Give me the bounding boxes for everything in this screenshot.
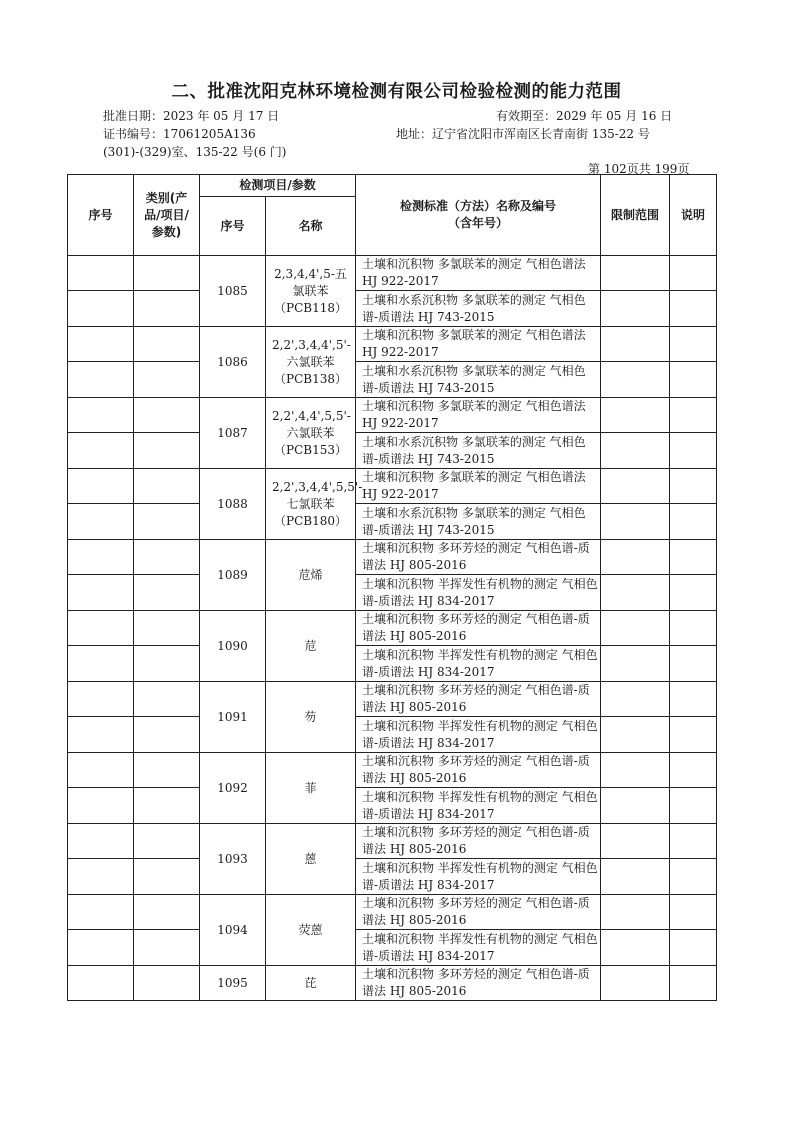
item-number: 1090 xyxy=(200,611,266,682)
scope-table xyxy=(67,174,717,1001)
item-name: 2,2',3,4,4',5,5'-七氯联苯（PCB180） xyxy=(266,469,356,540)
table-row xyxy=(68,895,717,930)
category-cell xyxy=(134,504,200,540)
limit-cell xyxy=(601,540,670,575)
note-cell xyxy=(670,717,717,753)
limit-cell xyxy=(601,433,670,469)
standard-cell: 土壤和沉积物 多氯联苯的测定 气相色谱法 HJ 922-2017 xyxy=(356,469,601,504)
seq-cell xyxy=(68,930,134,966)
limit-cell xyxy=(601,398,670,433)
seq-cell xyxy=(68,398,134,433)
note-cell xyxy=(670,575,717,611)
standard-cell: 土壤和沉积物 半挥发性有机物的测定 气相色谱-质谱法 HJ 834-2017 xyxy=(356,788,601,824)
item-name: 芘 xyxy=(266,966,356,1001)
category-cell xyxy=(134,575,200,611)
table-row xyxy=(68,611,717,646)
table-row xyxy=(68,930,717,966)
seq-cell xyxy=(68,469,134,504)
standard-cell: 土壤和沉积物 多环芳烃的测定 气相色谱-质谱法 HJ 805-2016 xyxy=(356,824,601,859)
seq-cell xyxy=(68,682,134,717)
item-number: 1094 xyxy=(200,895,266,966)
note-cell xyxy=(670,966,717,1001)
item-name: 2,2',3,4,4',5'-六氯联苯（PCB138） xyxy=(266,327,356,398)
item-name: 2,2',4,4',5,5'-六氯联苯（PCB153） xyxy=(266,398,356,469)
category-cell xyxy=(134,646,200,682)
limit-cell xyxy=(601,646,670,682)
standard-cell: 土壤和水系沉积物 多氯联苯的测定 气相色谱-质谱法 HJ 743-2015 xyxy=(356,504,601,540)
note-cell xyxy=(670,824,717,859)
seq-cell xyxy=(68,540,134,575)
table-row xyxy=(68,682,717,717)
item-number: 1092 xyxy=(200,753,266,824)
table-row xyxy=(68,291,717,327)
standard-cell: 土壤和水系沉积物 多氯联苯的测定 气相色谱-质谱法 HJ 743-2015 xyxy=(356,433,601,469)
item-number: 1085 xyxy=(200,256,266,327)
standard-cell: 土壤和沉积物 多氯联苯的测定 气相色谱法 HJ 922-2017 xyxy=(356,398,601,433)
item-number: 1088 xyxy=(200,469,266,540)
limit-cell xyxy=(601,327,670,362)
item-name: 苊 xyxy=(266,611,356,682)
limit-cell xyxy=(601,504,670,540)
note-cell xyxy=(670,682,717,717)
standard-cell: 土壤和沉积物 多环芳烃的测定 气相色谱-质谱法 HJ 805-2016 xyxy=(356,540,601,575)
note-cell xyxy=(670,433,717,469)
limit-cell xyxy=(601,966,670,1001)
seq-cell xyxy=(68,717,134,753)
limit-cell xyxy=(601,753,670,788)
limit-cell xyxy=(601,859,670,895)
standard-cell: 土壤和沉积物 多环芳烃的测定 气相色谱-质谱法 HJ 805-2016 xyxy=(356,682,601,717)
header-limit: 限制范围 xyxy=(601,175,670,256)
category-cell xyxy=(134,433,200,469)
note-cell xyxy=(670,398,717,433)
category-cell xyxy=(134,291,200,327)
seq-cell xyxy=(68,504,134,540)
standard-cell: 土壤和沉积物 半挥发性有机物的测定 气相色谱-质谱法 HJ 834-2017 xyxy=(356,859,601,895)
standard-cell: 土壤和沉积物 半挥发性有机物的测定 气相色谱-质谱法 HJ 834-2017 xyxy=(356,575,601,611)
item-number: 1093 xyxy=(200,824,266,895)
note-cell xyxy=(670,930,717,966)
table-row xyxy=(68,469,717,504)
table-row xyxy=(68,717,717,753)
item-number: 1089 xyxy=(200,540,266,611)
category-cell xyxy=(134,930,200,966)
item-number: 1086 xyxy=(200,327,266,398)
certificate-number: 证书编号：17061205A136 xyxy=(103,127,256,141)
limit-cell xyxy=(601,362,670,398)
note-cell xyxy=(670,611,717,646)
page-number: 第 102页共 199页 xyxy=(588,162,690,176)
standard-cell: 土壤和沉积物 多环芳烃的测定 气相色谱-质谱法 HJ 805-2016 xyxy=(356,753,601,788)
item-number: 1087 xyxy=(200,398,266,469)
category-cell xyxy=(134,611,200,646)
standard-cell: 土壤和沉积物 多环芳烃的测定 气相色谱-质谱法 HJ 805-2016 xyxy=(356,966,601,1001)
limit-cell xyxy=(601,256,670,291)
seq-cell xyxy=(68,611,134,646)
seq-cell xyxy=(68,362,134,398)
seq-cell xyxy=(68,859,134,895)
category-cell xyxy=(134,895,200,930)
limit-cell xyxy=(601,682,670,717)
standard-cell: 土壤和沉积物 多氯联苯的测定 气相色谱法 HJ 922-2017 xyxy=(356,327,601,362)
table-row xyxy=(68,859,717,895)
note-cell xyxy=(670,646,717,682)
limit-cell xyxy=(601,611,670,646)
note-cell xyxy=(670,788,717,824)
item-name: 芴 xyxy=(266,682,356,753)
header-note: 说明 xyxy=(670,175,717,256)
table-row xyxy=(68,362,717,398)
header-item-no: 序号 xyxy=(200,197,266,256)
seq-cell xyxy=(68,256,134,291)
item-name: 蒽 xyxy=(266,824,356,895)
standard-cell: 土壤和水系沉积物 多氯联苯的测定 气相色谱-质谱法 HJ 743-2015 xyxy=(356,362,601,398)
note-cell xyxy=(670,895,717,930)
note-cell xyxy=(670,753,717,788)
category-cell xyxy=(134,753,200,788)
header-item-name: 名称 xyxy=(266,197,356,256)
seq-cell xyxy=(68,753,134,788)
header-seq: 序号 xyxy=(68,175,134,256)
item-number: 1091 xyxy=(200,682,266,753)
page-title: 二、批准沈阳克林环境检测有限公司检验检测的能力范围 xyxy=(171,82,622,102)
limit-cell xyxy=(601,824,670,859)
category-cell xyxy=(134,966,200,1001)
seq-cell xyxy=(68,575,134,611)
seq-cell xyxy=(68,646,134,682)
table-row xyxy=(68,753,717,788)
category-cell xyxy=(134,717,200,753)
note-cell xyxy=(670,540,717,575)
table-row xyxy=(68,504,717,540)
note-cell xyxy=(670,469,717,504)
table-row xyxy=(68,327,717,362)
table-row xyxy=(68,575,717,611)
category-cell xyxy=(134,398,200,433)
seq-cell xyxy=(68,327,134,362)
standard-cell: 土壤和沉积物 多氯联苯的测定 气相色谱法 HJ 922-2017 xyxy=(356,256,601,291)
standard-cell: 土壤和沉积物 多环芳烃的测定 气相色谱-质谱法 HJ 805-2016 xyxy=(356,611,601,646)
standard-cell: 土壤和沉积物 半挥发性有机物的测定 气相色谱-质谱法 HJ 834-2017 xyxy=(356,717,601,753)
note-cell xyxy=(670,291,717,327)
limit-cell xyxy=(601,469,670,504)
note-cell xyxy=(670,327,717,362)
seq-cell xyxy=(68,895,134,930)
limit-cell xyxy=(601,575,670,611)
limit-cell xyxy=(601,788,670,824)
note-cell xyxy=(670,504,717,540)
table-row xyxy=(68,398,717,433)
valid-until: 有效期至：2029 年 05 月 16 日 xyxy=(496,109,673,123)
limit-cell xyxy=(601,930,670,966)
approval-date: 批准日期：2023 年 05 月 17 日 xyxy=(103,109,280,123)
category-cell xyxy=(134,469,200,504)
note-cell xyxy=(670,362,717,398)
item-number: 1095 xyxy=(200,966,266,1001)
note-cell xyxy=(670,859,717,895)
standard-cell: 土壤和水系沉积物 多氯联苯的测定 气相色谱-质谱法 HJ 743-2015 xyxy=(356,291,601,327)
header-standard: 检测标准（方法）名称及编号（含年号） xyxy=(356,175,601,256)
category-cell xyxy=(134,788,200,824)
category-cell xyxy=(134,327,200,362)
limit-cell xyxy=(601,291,670,327)
category-cell xyxy=(134,540,200,575)
category-cell xyxy=(134,362,200,398)
category-cell xyxy=(134,824,200,859)
table-row xyxy=(68,966,717,1001)
standard-cell: 土壤和沉积物 半挥发性有机物的测定 气相色谱-质谱法 HJ 834-2017 xyxy=(356,646,601,682)
seq-cell xyxy=(68,291,134,327)
limit-cell xyxy=(601,717,670,753)
header-category: 类别(产品/项目/参数) xyxy=(134,175,200,256)
header-item-group: 检测项目/参数 xyxy=(200,175,356,197)
table-row xyxy=(68,433,717,469)
table-row xyxy=(68,256,717,291)
seq-cell xyxy=(68,824,134,859)
item-name: 苊烯 xyxy=(266,540,356,611)
item-name: 2,3,4,4',5-五氯联苯（PCB118） xyxy=(266,256,356,327)
address: 地址：辽宁省沈阳市浑南区长青南街 135-22 号 xyxy=(396,127,650,141)
item-name: 荧蒽 xyxy=(266,895,356,966)
table-body xyxy=(68,256,717,1001)
category-cell xyxy=(134,256,200,291)
category-cell xyxy=(134,859,200,895)
limit-cell xyxy=(601,895,670,930)
table-row xyxy=(68,788,717,824)
table-row xyxy=(68,646,717,682)
note-cell xyxy=(670,256,717,291)
address-continued: (301)-(329)室、135-22 号(6 门) xyxy=(103,145,287,159)
item-name: 菲 xyxy=(266,753,356,824)
table-row xyxy=(68,824,717,859)
standard-cell: 土壤和沉积物 多环芳烃的测定 气相色谱-质谱法 HJ 805-2016 xyxy=(356,895,601,930)
seq-cell xyxy=(68,966,134,1001)
seq-cell xyxy=(68,788,134,824)
table-row xyxy=(68,540,717,575)
category-cell xyxy=(134,682,200,717)
standard-cell: 土壤和沉积物 半挥发性有机物的测定 气相色谱-质谱法 HJ 834-2017 xyxy=(356,930,601,966)
seq-cell xyxy=(68,433,134,469)
